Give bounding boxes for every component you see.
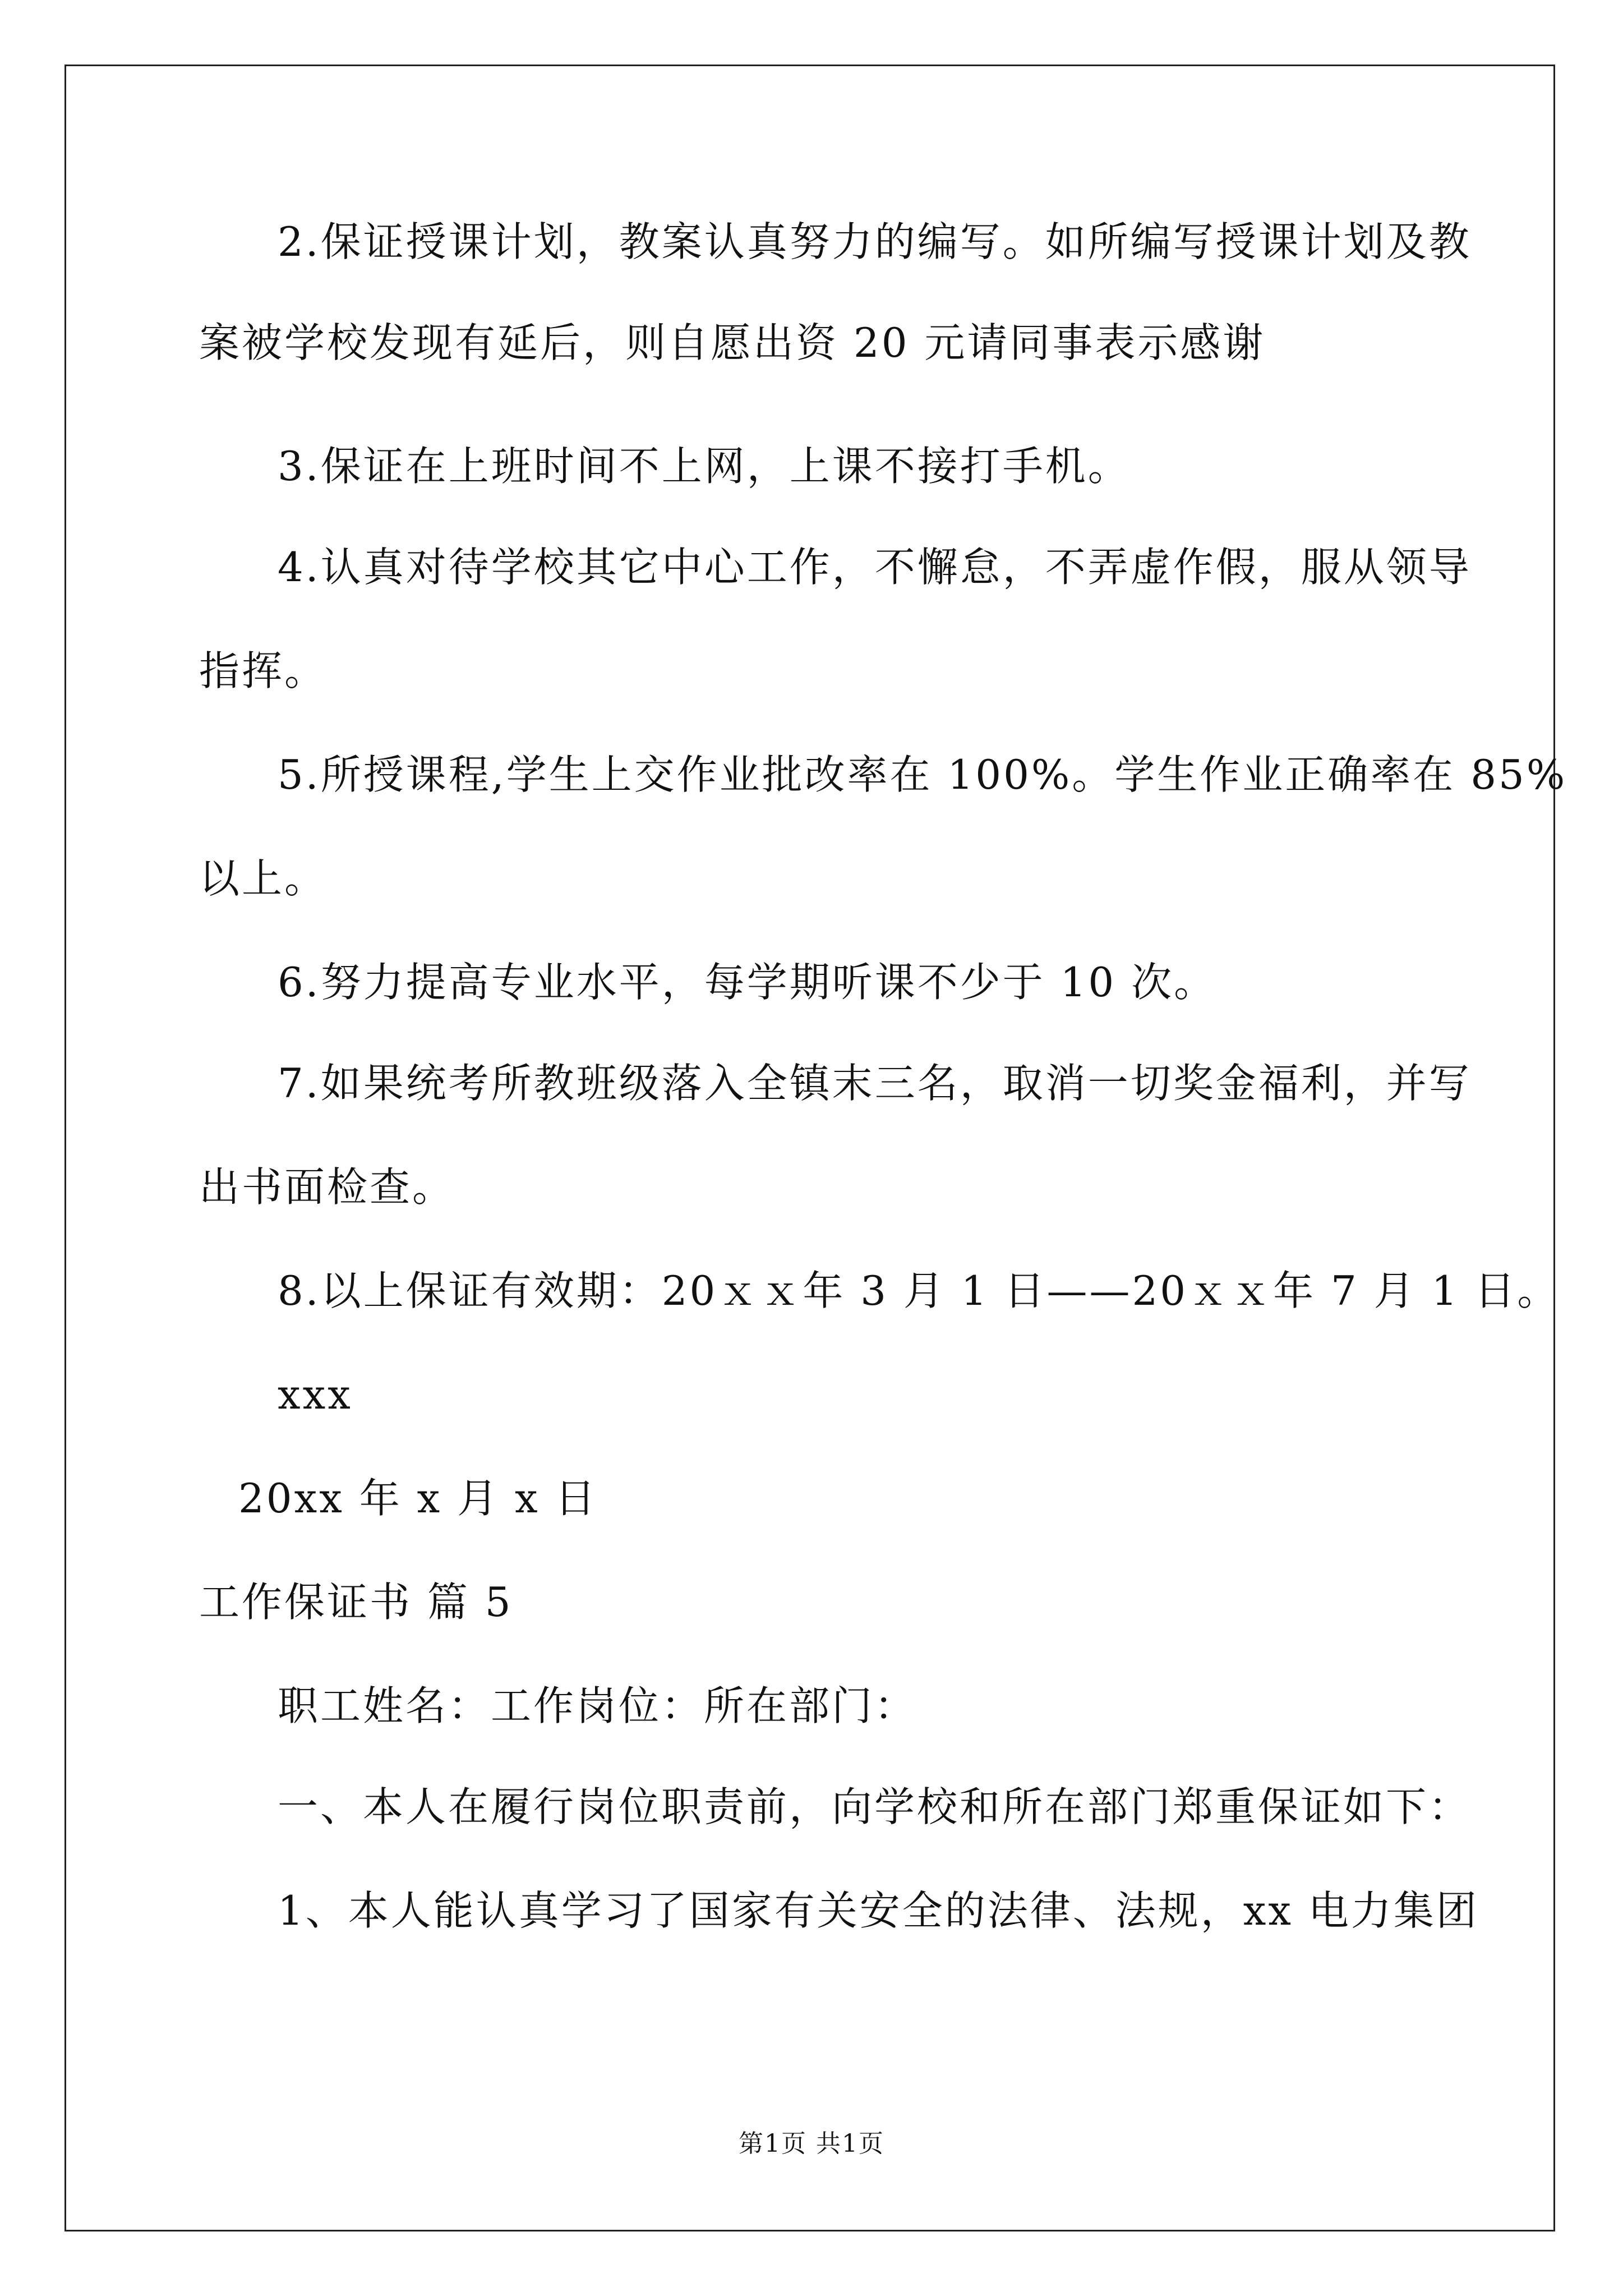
paragraph-line: 职工姓名：工作岗位：所在部门： [278, 1682, 917, 1729]
paragraph-line: 以上。 [199, 855, 328, 902]
signature-name: xxx [278, 1371, 353, 1418]
section-heading: 工作保证书 篇 5 [199, 1579, 513, 1626]
paragraph-line: 一、本人在履行岗位职责前，向学校和所在部门郑重保证如下： [278, 1783, 1472, 1830]
paragraph-line: 2.保证授课计划，教案认真努力的编写。如所编写授课计划及教 [278, 218, 1472, 265]
page-number-footer: 第1页 共1页 [739, 2129, 884, 2158]
signature-date: 20xx 年 x 月 x 日 [238, 1475, 598, 1522]
paragraph-line: 1、本人能认真学习了国家有关安全的法律、法规，xx 电力集团 [278, 1887, 1479, 1934]
paragraph-line: 7.如果统考所教班级落入全镇末三名，取消一切奖金福利，并写 [278, 1060, 1472, 1107]
paragraph-line: 出书面检查。 [199, 1163, 455, 1211]
paragraph-line: 案被学校发现有延后，则自愿出资 20 元请同事表示感谢 [199, 319, 1266, 366]
paragraph-line: 5.所授课程,学生上交作业批改率在 100%。学生作业正确率在 85% [278, 751, 1567, 798]
paragraph-line: 4.认真对待学校其它中心工作，不懈怠，不弄虚作假，服从领导 [278, 544, 1472, 591]
paragraph-line: 3.保证在上班时间不上网，上课不接打手机。 [278, 443, 1131, 490]
paragraph-line: 指挥。 [199, 647, 328, 694]
paragraph-line: 8.以上保证有效期：20ｘｘ年 3 月 1 日——20ｘｘ年 7 月 1 日。 [278, 1267, 1560, 1314]
paragraph-line: 6.努力提高专业水平，每学期听课不少于 10 次。 [278, 959, 1217, 1006]
